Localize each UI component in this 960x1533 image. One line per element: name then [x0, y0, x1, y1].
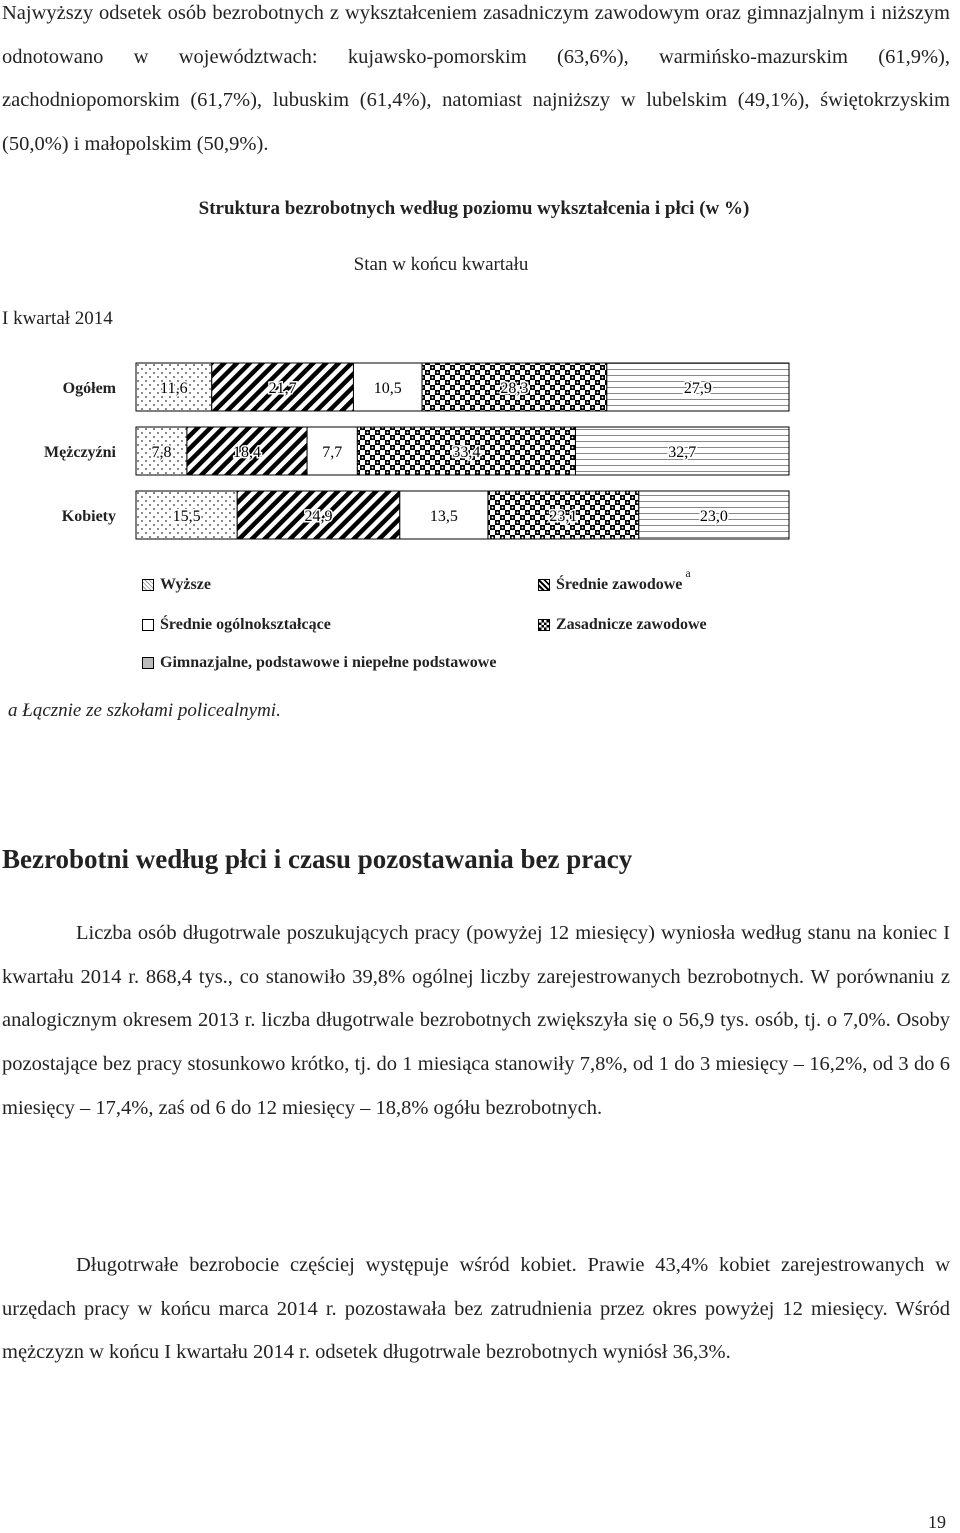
data-label: 27,9 — [683, 380, 712, 397]
legend-label: Średnie ogólnokształcące — [160, 616, 331, 633]
paragraph-women-long-term: Długotrwałe bezrobocie częściej występuje wśród kobiet. Prawie 43,4% kobiet zarejestrowanych w urzędach pracy w końcu marca 2014 r. pozostawała bez zatrudnienia przez okres powyżej 12 miesięcy. Wśród mężczyzn w końcu I kwartału 2014 r. odsetek długotrwale bezrobotnych wyniósł 36,3%. — [2, 1254, 950, 1364]
data-label: 13,5 — [429, 508, 458, 525]
legend-swatch-icon — [538, 579, 550, 591]
category-label: Mężczyźni — [44, 444, 116, 461]
data-label: 7,7 — [322, 444, 343, 461]
legend-swatch-icon — [142, 657, 154, 669]
legend-swatch-icon — [142, 619, 154, 631]
data-label: 7,8 — [151, 444, 172, 461]
chart-subtitle: Stan w końcu kwartału — [353, 254, 529, 275]
bars-group — [44, 363, 789, 539]
legend-swatch-icon — [538, 619, 550, 631]
education-structure-chart — [0, 355, 800, 555]
data-label: 32,7 — [668, 444, 697, 461]
legend-item-srednie-zawodowe — [538, 565, 691, 594]
legend-item-zasadnicze-zawodowe — [538, 616, 707, 634]
chart-footnote: a Łącznie ze szkołami policealnymi. — [8, 700, 281, 721]
footnote-mark: a — [685, 565, 691, 580]
data-label: 24,9 — [304, 508, 333, 525]
data-label: 33,4 — [452, 444, 481, 461]
chart-period-label: I kwartał 2014 — [2, 308, 113, 329]
data-label: 11,6 — [160, 380, 188, 397]
section-heading: Bezrobotni według płci i czasu pozostawania bez pracy — [2, 844, 633, 874]
data-label: 21,7 — [268, 380, 297, 397]
legend-label: Średnie zawodowe — [556, 576, 683, 593]
category-label: Ogółem — [62, 380, 116, 397]
data-label: 15,5 — [172, 508, 201, 525]
legend-swatch-icon — [142, 579, 154, 591]
data-label: 10,5 — [373, 380, 402, 397]
data-label: 23,1 — [549, 508, 578, 525]
legend-label: Wyższe — [160, 576, 211, 593]
page-number: 19 — [928, 1512, 946, 1532]
legend-label: Gimnazjalne, podstawowe i niepełne podstawowe — [160, 654, 497, 671]
paragraph-long-term-unemployment: Liczba osób długotrwale poszukujących pracy (powyżej 12 miesięcy) wyniosła według stanu na koniec I kwartału 2014 r. 868,4 tys., co stanowiło 39,8% ogólnej liczby zarejestrowanych bezrobotnych. W porównaniu z analogicznym okresem 2013 r. liczba długotrwale bezrobotnych zwiększyła się o 56,9 tys. osób, tj. o 7,0%. Osoby pozostające bez pracy stosunkowo krótko, tj. do 1 miesiąca stanowiły 7,8%, od 1 do 3 miesięcy – 16,2%, od 3 do 6 miesięcy – 17,4%, zaś od 6 do 12 miesięcy – 18,8% ogółu bezrobotnych. — [2, 922, 950, 1119]
intro-paragraph: Najwyższy odsetek osób bezrobotnych z wykształceniem zasadniczym zawodowym oraz gimnazjalnym i niższym odnotowano w województwach: kujawsko-pomorskim (63,6%), warmińsko-mazurskim (61,9%), zachodniopomorskim (61,7%), lubuskim (61,4%), natomiast najniższy w lubelskim (49,1%), świętokrzyskim (50,0%) i małopolskim (50,9%). — [2, 2, 950, 156]
category-label: Kobiety — [61, 508, 116, 525]
legend-item-wyzsze — [142, 576, 211, 594]
legend-item-srednie-ogolnoksztalcace — [142, 616, 331, 634]
legend-label: Zasadnicze zawodowe — [556, 616, 707, 633]
chart-title: Struktura bezrobotnych według poziomu wykształcenia i płci (w %) — [198, 198, 750, 219]
legend-item-gimnazjalne — [142, 654, 496, 672]
data-label: 23,0 — [699, 508, 728, 525]
data-label: 28,3 — [500, 380, 529, 397]
data-label: 18,4 — [233, 444, 262, 461]
